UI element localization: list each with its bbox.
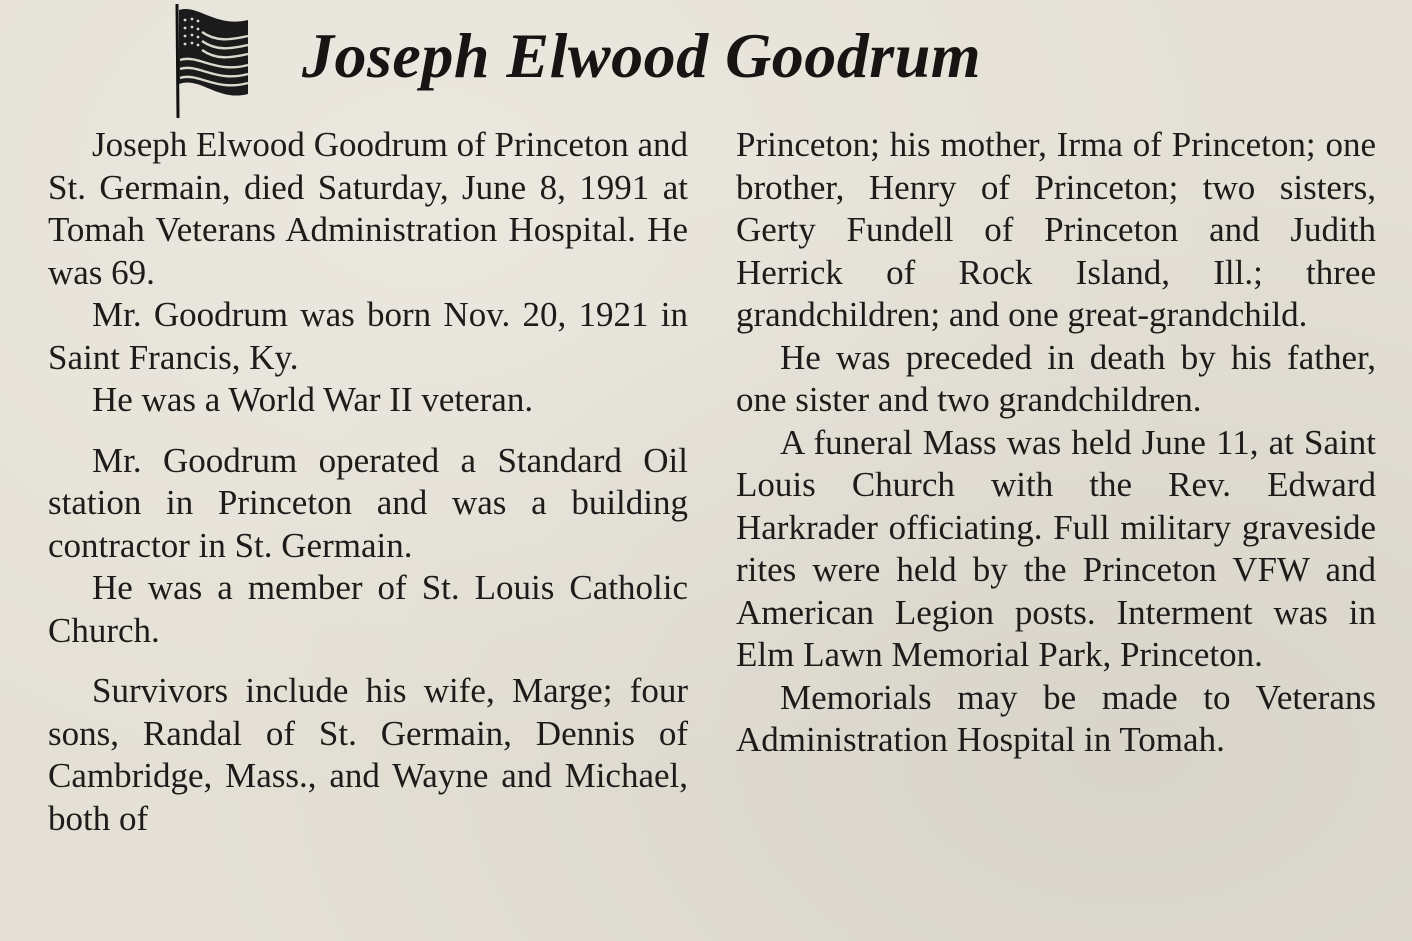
- paragraph-funeral: A funeral Mass was held June 11, at Saint Louis Church with the Rev. Edward Harkrader officiating. Full military graveside rites were held by the Princeton VFW and American Legion posts. Interment was in Elm Lawn Memorial Park, Princeton.: [736, 422, 1376, 674]
- paragraph-memorials: Memorials may be made to Veterans Administration Hospital in Tomah.: [736, 677, 1376, 759]
- left-column: [48, 124, 688, 840]
- paragraph-preceded: He was preceded in death by his father, one sister and two grandchildren.: [736, 337, 1376, 419]
- paragraph-church-member: He was a member of St. Louis Catholic Church.: [48, 568, 688, 650]
- paragraph-veteran: He was a World War II veteran.: [92, 380, 534, 419]
- paragraph-occupation: Mr. Goodrum operated a Standard Oil station in Princeton and was a building contractor in St. Germain.: [48, 440, 688, 565]
- paragraph-survivors-continued: Princeton; his mother, Irma of Princeton; one brother, Henry of Princeton; two sisters, Gerty Fundell of Princeton and Judith Herrick of Rock Island, Ill.; three grandchildren; and one great-grandchild.: [736, 125, 1376, 334]
- headline: Joseph Elwood Goodrum: [302, 20, 982, 91]
- paragraph-birth: Mr. Goodrum was born Nov. 20, 1921 in Saint Francis, Ky.: [48, 295, 688, 377]
- american-flag-icon: [168, 2, 252, 120]
- right-column: [736, 124, 1376, 762]
- paragraph-death-notice: Joseph Elwood Goodrum of Princeton and St. Germain, died Saturday, June 8, 1991 at Tomah Veterans Administration Hospital. He was 69.: [48, 125, 688, 292]
- paragraph-survivors: Survivors include his wife, Marge; four sons, Randal of St. Germain, Dennis of Cambridge, Mass., and Wayne and Michael, both of: [48, 671, 688, 838]
